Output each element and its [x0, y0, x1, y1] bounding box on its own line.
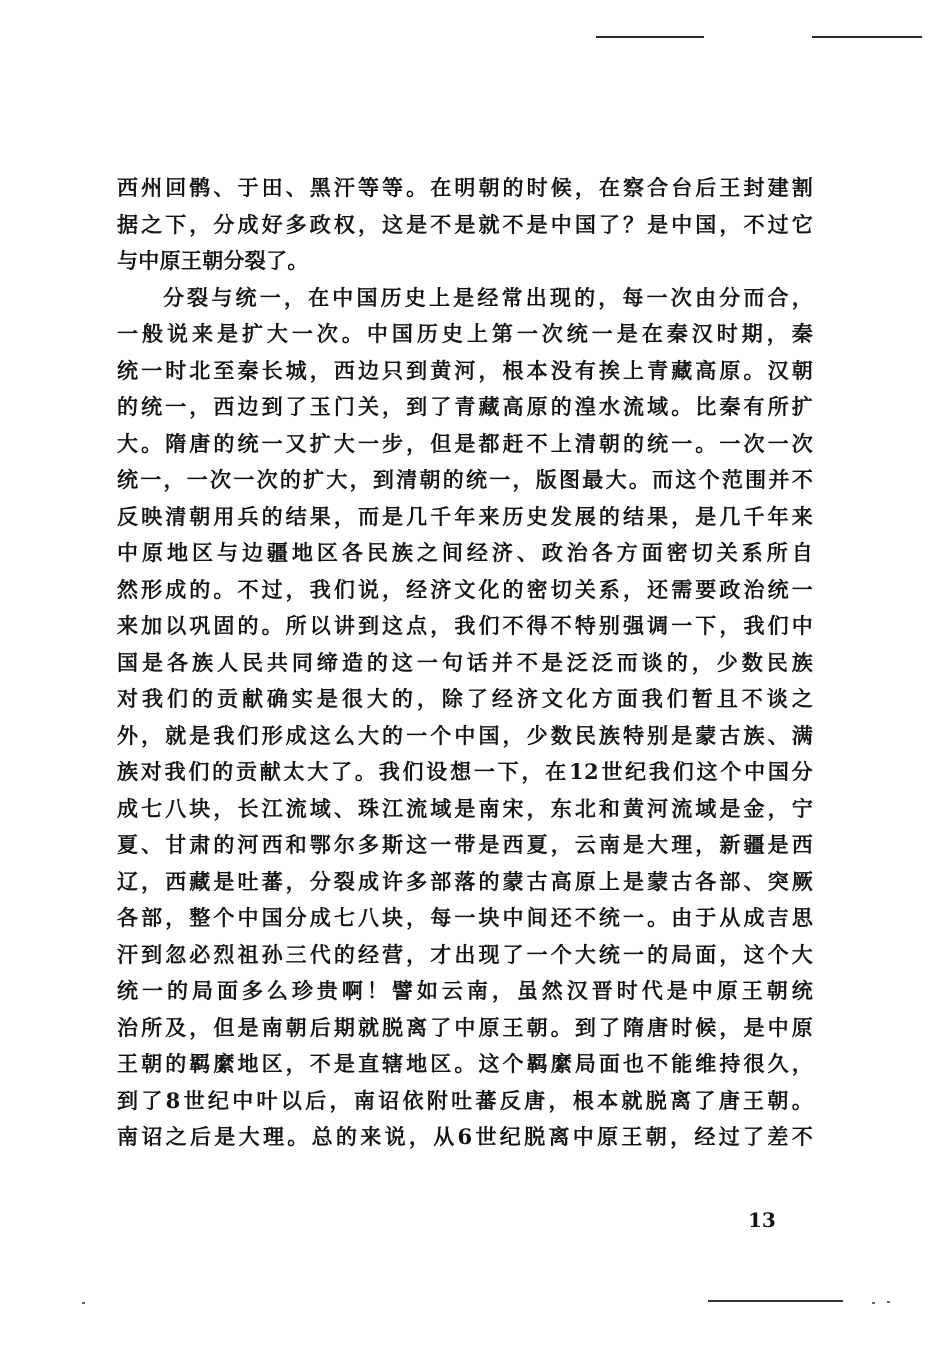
text-line: 西州回鹘、于田、黑汗等等。在明朝的时候，在察合台后王封建割: [117, 175, 813, 200]
text-line: 统一时北至秦长城，西边只到黄河，根本没有挨上青藏高原。汉朝: [117, 357, 813, 383]
text-line: 辽，西藏是吐蕃，分裂成许多部落的蒙古高原上是蒙古各部、突厥: [117, 868, 813, 894]
text-line: 中原地区与边疆地区各民族之间经济、政治各方面密切关系所自: [117, 540, 813, 565]
scan-speck: [872, 1302, 875, 1304]
scan-speck: [887, 1301, 890, 1303]
text-line: 到了8世纪中叶以后，南诏依附吐蕃反唐，根本就脱离了唐王朝。: [117, 1087, 813, 1113]
text-line: 南诏之后是大理。总的来说，从6世纪脱离中原王朝，经过了差不: [117, 1124, 813, 1149]
text-line: 来加以巩固的。所以讲到这点，我们不得不特别强调一下，我们中: [117, 613, 813, 638]
text-line: 的统一，西边到了玉门关，到了青藏高原的湟水流域。比秦有所扩: [117, 394, 813, 419]
text-line: 汗到忽必烈祖孙三代的经营，才出现了一个大统一的局面，这个大: [117, 941, 813, 967]
text-line: 国是各族人民共同缔造的这一句话并不是泛泛而谈的，少数民族: [117, 649, 813, 675]
text-line: 夏、甘肃的河西和鄂尔多斯这一带是西夏，云南是大理，新疆是西: [117, 832, 813, 857]
text-line: 对我们的贡献确实是很大的，除了经济文化方面我们暂且不谈之: [117, 686, 813, 711]
footer-rule: [708, 1300, 843, 1302]
text-line: 然形成的。不过，我们说，经济文化的密切关系，还需要政治统一: [117, 576, 813, 602]
scan-speck: [82, 1302, 85, 1304]
page-number: 13: [748, 1208, 776, 1232]
paragraph-first-line: 分裂与统一，在中国历史上是经常出现的，每一次由分而合，: [163, 284, 813, 310]
header-rule-left: [596, 36, 704, 38]
text-line: 族对我们的贡献太大了。我们设想一下，在12世纪我们这个中国分: [117, 759, 813, 784]
body-text: [117, 170, 813, 1156]
text-line: 治所及，但是南朝后期就脱离了中原王朝。到了隋唐时候，是中原: [117, 1014, 813, 1040]
text-line: 王朝的羁縻地区，不是直辖地区。这个羁縻局面也不能维持很久，: [117, 1051, 813, 1076]
header-rule-right: [812, 36, 922, 38]
text-line: 反映清朝用兵的结果，而是几千年来历史发展的结果，是几千年来: [117, 503, 813, 529]
text-line: 与中原王朝分裂了。: [117, 248, 309, 273]
text-line: 成七八块，长江流域、珠江流域是南宋，东北和黄河流域是金，宁: [117, 795, 813, 821]
text-line: 统一的局面多么珍贵啊！譬如云南，虽然汉晋时代是中原王朝统: [117, 978, 813, 1003]
text-line: 统一，一次一次的扩大，到清朝的统一，版图最大。而这个范围并不: [117, 467, 813, 492]
text-line: 外，就是我们形成这么大的一个中国，少数民族特别是蒙古族、满: [117, 722, 813, 748]
text-line: 一般说来是扩大一次。中国历史上第一次统一是在秦汉时期，秦: [117, 321, 813, 346]
text-line: 各部，整个中国分成七八块，每一块中间还不统一。由于从成吉思: [117, 905, 813, 930]
text-line: 大。隋唐的统一又扩大一步，但是都赶不上清朝的统一。一次一次: [117, 430, 813, 456]
text-line: 据之下，分成好多政权，这是不是就不是中国了？是中国，不过它: [117, 211, 813, 237]
